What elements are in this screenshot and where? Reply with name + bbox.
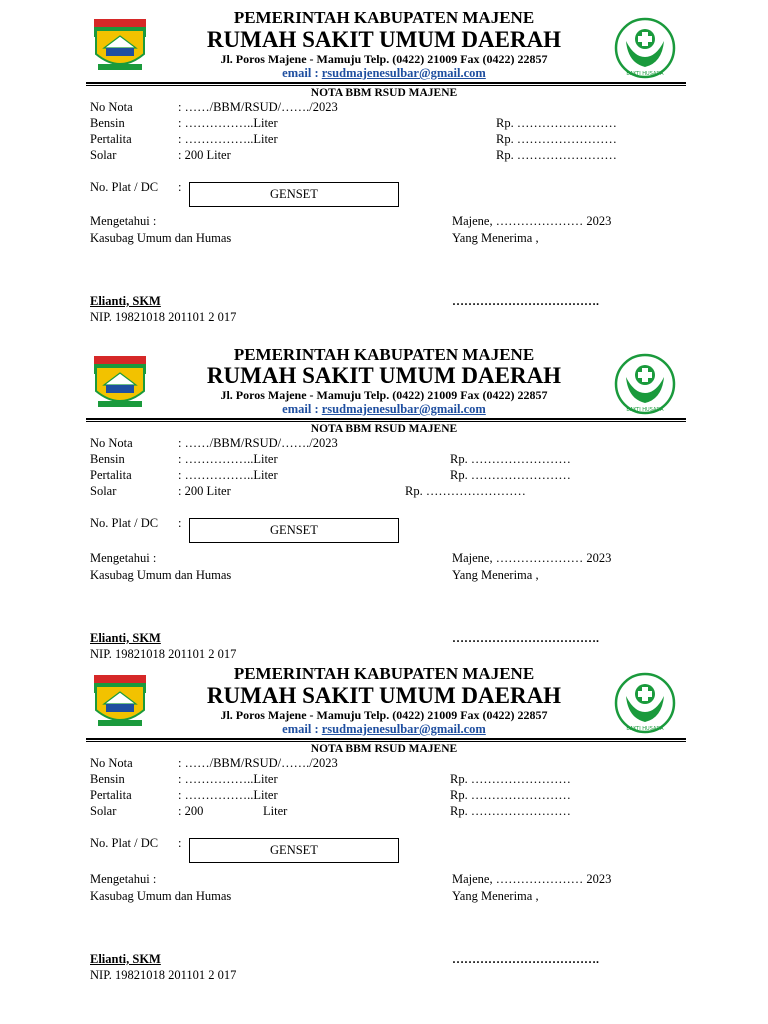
logo-text: BAKTI HUSADA xyxy=(626,407,664,413)
no-nota-value: : ……/BBM/RSUD/……./2023 xyxy=(178,100,338,114)
bensin-value: : ……………..Liter xyxy=(178,772,278,786)
pertalita-value: : ……………..Liter xyxy=(178,132,278,146)
logo-text: BAKTI HUSADA xyxy=(626,71,664,77)
plat-label: No. Plat / DC xyxy=(90,516,159,530)
solar-value: : 200 xyxy=(178,804,204,818)
header-divider xyxy=(86,82,686,86)
bakti-husada-logo xyxy=(614,17,676,79)
yang-menerima-label: Yang Menerima , xyxy=(452,889,539,903)
date-line: Majene, ………………… 2023 xyxy=(452,872,612,886)
pertalita-rp: Rp. …………………… xyxy=(450,468,571,482)
yang-menerima-label: Yang Menerima , xyxy=(452,231,539,245)
solar-rp: Rp. …………………… xyxy=(450,804,571,818)
bensin-rp: Rp. …………………… xyxy=(496,116,617,130)
no-nota-label: No Nota xyxy=(90,436,133,450)
header-government: PEMERINTAH KABUPATEN MAJENE xyxy=(233,8,535,27)
solar-label: Solar xyxy=(90,484,117,498)
plat-colon: : xyxy=(178,516,182,530)
bensin-value: : ……………..Liter xyxy=(178,116,278,130)
signer-nip: NIP. 19821018 201101 2 017 xyxy=(90,647,237,661)
header-address: Jl. Poros Majene - Mamuju Telp. (0422) 21009 Fax (0422) 22857 xyxy=(220,52,548,66)
bensin-value: : ……………..Liter xyxy=(178,452,278,466)
mengetahui-label: Mengetahui : xyxy=(90,214,157,228)
bakti-husada-logo xyxy=(614,353,676,415)
header-hospital-name: RUMAH SAKIT UMUM DAERAH xyxy=(206,27,562,52)
nota-slip-3 xyxy=(0,656,768,986)
header-government: PEMERINTAH KABUPATEN MAJENE xyxy=(233,664,535,683)
header-address: Jl. Poros Majene - Mamuju Telp. (0422) 21009 Fax (0422) 22857 xyxy=(220,388,548,402)
nota-title: NOTA BBM RSUD MAJENE xyxy=(310,87,458,99)
nota-slip-1 xyxy=(0,0,768,330)
solar-rp: Rp. …………………… xyxy=(405,484,526,498)
solar-value: : 200 Liter xyxy=(178,148,231,162)
solar-label: Solar xyxy=(90,148,117,162)
email-label: email : xyxy=(282,402,322,416)
nota-title: NOTA BBM RSUD MAJENE xyxy=(310,423,458,435)
solar-value: : 200 Liter xyxy=(178,484,231,498)
kasubag-label: Kasubag Umum dan Humas xyxy=(90,231,232,245)
solar-rp: Rp. …………………… xyxy=(496,148,617,162)
email-label: email : xyxy=(282,722,322,736)
receiver-signature-dots: ………………………………. xyxy=(452,952,599,966)
pertalita-rp: Rp. …………………… xyxy=(496,132,617,146)
bensin-label: Bensin xyxy=(90,772,125,786)
logo-text: BAKTI HUSADA xyxy=(626,726,664,732)
pertalita-label: Pertalita xyxy=(90,788,132,802)
date-line: Majene, ………………… 2023 xyxy=(452,551,612,565)
bensin-label: Bensin xyxy=(90,116,125,130)
pertalita-label: Pertalita xyxy=(90,132,132,146)
nota-slip-2 xyxy=(0,337,768,667)
header-divider xyxy=(86,738,686,742)
signer-name: Elianti, SKM xyxy=(90,294,161,308)
bensin-label: Bensin xyxy=(90,452,125,466)
pertalita-value: : ……………..Liter xyxy=(178,468,278,482)
solar-unit: Liter xyxy=(263,804,288,818)
receiver-signature-dots: ………………………………. xyxy=(452,294,599,308)
date-line: Majene, ………………… 2023 xyxy=(452,214,612,228)
receiver-signature-dots: ………………………………. xyxy=(452,631,599,645)
header-divider xyxy=(86,418,686,422)
pertalita-value: : ……………..Liter xyxy=(178,788,278,802)
header-address: Jl. Poros Majene - Mamuju Telp. (0422) 21009 Fax (0422) 22857 xyxy=(220,708,548,722)
no-nota-value: : ……/BBM/RSUD/……./2023 xyxy=(178,436,338,450)
bensin-rp: Rp. …………………… xyxy=(450,772,571,786)
signer-name: Elianti, SKM xyxy=(90,631,161,645)
yang-menerima-label: Yang Menerima , xyxy=(452,568,539,582)
email-link[interactable]: rsudmajenesulbar@gmail.com xyxy=(321,402,486,416)
signer-nip: NIP. 19821018 201101 2 017 xyxy=(90,968,237,982)
plat-label: No. Plat / DC xyxy=(90,836,159,850)
signer-nip: NIP. 19821018 201101 2 017 xyxy=(90,310,237,324)
pertalita-rp: Rp. …………………… xyxy=(450,788,571,802)
bensin-rp: Rp. …………………… xyxy=(450,452,571,466)
no-nota-value: : ……/BBM/RSUD/……./2023 xyxy=(178,756,338,770)
plat-value-box: GENSET xyxy=(189,518,399,543)
plat-value-box: GENSET xyxy=(189,838,399,863)
kasubag-label: Kasubag Umum dan Humas xyxy=(90,568,232,582)
mengetahui-label: Mengetahui : xyxy=(90,872,157,886)
pertalita-label: Pertalita xyxy=(90,468,132,482)
nota-title: NOTA BBM RSUD MAJENE xyxy=(310,743,458,755)
signer-name: Elianti, SKM xyxy=(90,952,161,966)
header-hospital-name: RUMAH SAKIT UMUM DAERAH xyxy=(206,683,562,708)
header-hospital-name: RUMAH SAKIT UMUM DAERAH xyxy=(206,363,562,388)
kasubag-label: Kasubag Umum dan Humas xyxy=(90,889,232,903)
email-label: email : xyxy=(282,66,322,80)
header-government: PEMERINTAH KABUPATEN MAJENE xyxy=(233,345,535,364)
solar-label: Solar xyxy=(90,804,117,818)
plat-colon: : xyxy=(178,180,182,194)
plat-colon: : xyxy=(178,836,182,850)
plat-value-box: GENSET xyxy=(189,182,399,207)
no-nota-label: No Nota xyxy=(90,756,133,770)
bakti-husada-logo xyxy=(614,672,676,734)
plat-label: No. Plat / DC xyxy=(90,180,159,194)
mengetahui-label: Mengetahui : xyxy=(90,551,157,565)
no-nota-label: No Nota xyxy=(90,100,133,114)
email-link[interactable]: rsudmajenesulbar@gmail.com xyxy=(321,722,486,736)
email-link[interactable]: rsudmajenesulbar@gmail.com xyxy=(321,66,486,80)
